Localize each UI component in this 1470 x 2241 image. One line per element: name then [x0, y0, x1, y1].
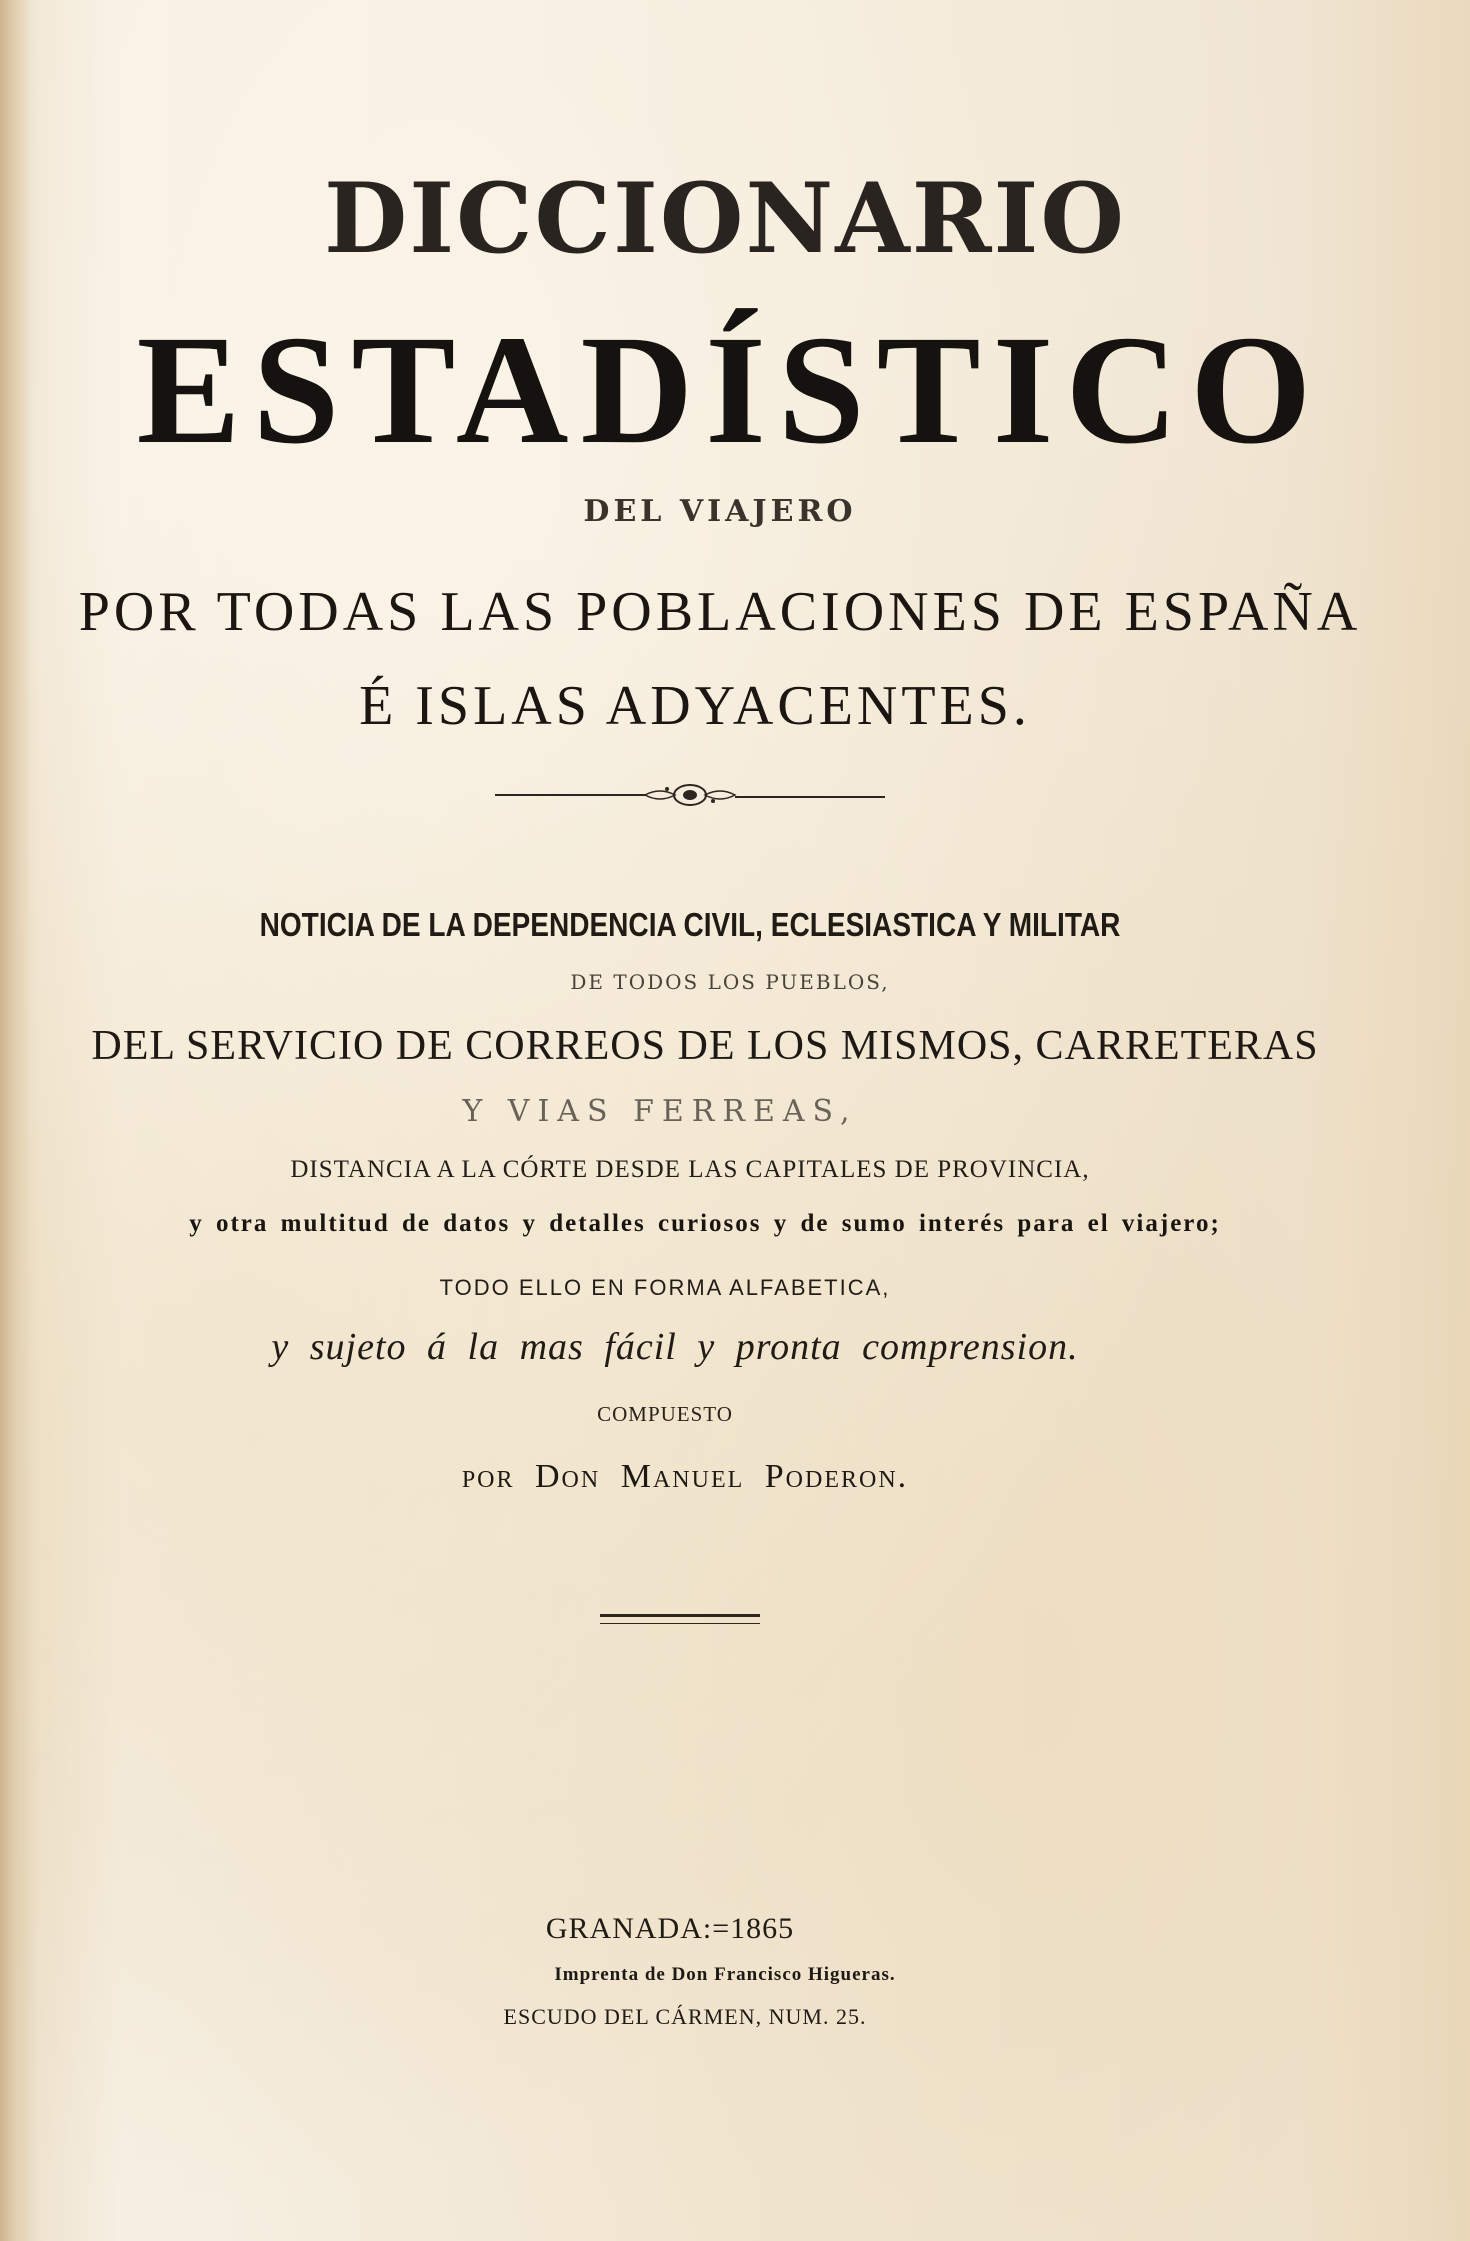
- notice-alfabetica: TODO ELLO EN FORMA ALFABETICA,: [439, 1275, 891, 1300]
- notice-vias-ferreas: Y VIAS FERREAS,: [462, 1094, 858, 1129]
- subtitle-islas: É ISLAS ADYACENTES.: [359, 675, 1031, 737]
- imprint-address: ESCUDO DEL CÁRMEN, NUM. 25.: [503, 2004, 867, 2029]
- notice-distancia: DISTANCIA A LA CÓRTE DESDE LAS CAPITALES DE PROVINCIA,: [290, 1156, 1090, 1183]
- title-line-diccionario: DICCIONARIO: [323, 162, 1127, 275]
- subtitle-poblaciones: POR TODAS LAS POBLACIONES DE ESPAÑA: [78, 581, 1362, 643]
- subtitle-del-viajero: DEL VIAJERO: [583, 494, 857, 529]
- rule-divider: [600, 1614, 760, 1624]
- imprint-printer: Imprenta de Don Francisco Higueras.: [554, 1964, 896, 1985]
- notice-multitud: y otra multitud de datos y detalles curiosos y de sumo interés para el viajero;: [189, 1210, 1221, 1237]
- notice-compuesto: COMPUESTO: [597, 1402, 733, 1426]
- ornament-divider: [495, 775, 885, 815]
- notice-comprension: y sujeto á la mas fácil y pronta comprension.: [271, 1326, 1079, 1368]
- imprint-city-year: GRANADA:=1865: [545, 1912, 795, 1945]
- notice-correos: DEL SERVICIO DE CORREOS DE LOS MISMOS, CARRETERAS: [91, 1023, 1319, 1069]
- author-line: por Don Manuel Poderon.: [461, 1458, 909, 1495]
- notice-pueblos: DE TODOS LOS PUEBLOS,: [570, 970, 890, 994]
- notice-dependencia: NOTICIA DE LA DEPENDENCIA CIVIL, ECLESIASTICA Y MILITAR: [259, 906, 1121, 943]
- title-line-estadistico: ESTADÍSTICO: [136, 303, 1324, 476]
